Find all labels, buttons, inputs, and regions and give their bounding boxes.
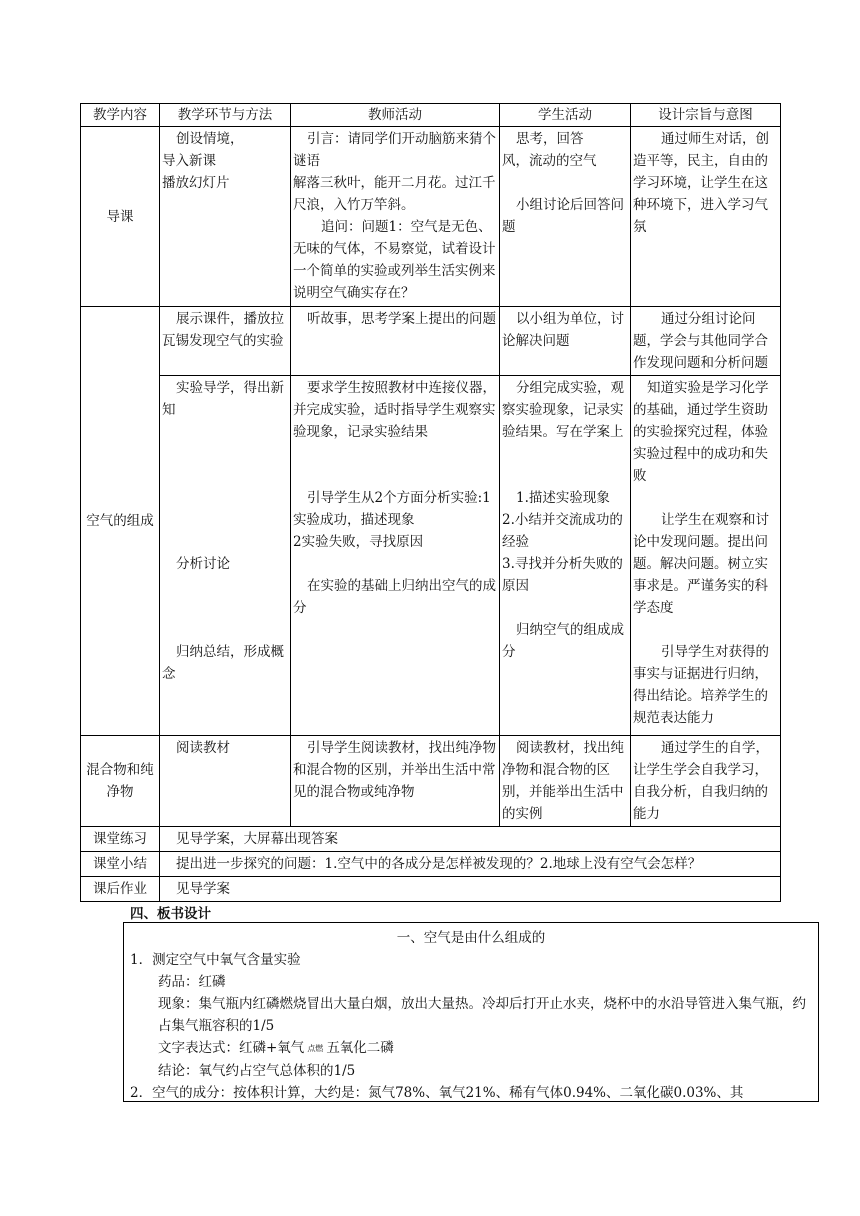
composition-teacher-1: 听故事，思考学案上提出的问题 (291, 307, 500, 376)
board-title: 一、空气是由什么组成的 (396, 930, 546, 946)
composition-teacher-2: 要求学生按照教材中连接仪器，并完成实验，适时指导学生观察实验现象，记录实验结果 引导学生从2个方面分析实验:1实验成功，描述现象 2实验失败，寻找原因 在实验的基础上归纳出空气的成分 (291, 376, 500, 736)
table-header-row (81, 104, 781, 127)
practice-text: 见导学案，大屏幕出现答案 (160, 827, 781, 852)
intro-method-line2: 导入新课 (162, 153, 216, 169)
summary-label: 课堂小结 (81, 852, 160, 877)
homework-label: 课后作业 (81, 877, 160, 902)
board-conclusion: 结论：氧气约占空气总体积的1/5 (158, 1063, 356, 1079)
intro-student-line3: 小组讨论后回答问题 (502, 197, 624, 235)
intro-teacher (291, 127, 500, 307)
intro-teacher-line3: 追问：问题1：空气是无色、无味的气体，不易察觉，试着设计一个简单的实验或列举生活实例来说明空气确实存在？ (293, 219, 496, 301)
board-drug: 药品：红磷 (158, 974, 226, 990)
intro-content: 导课 (81, 127, 160, 307)
intro-teacher-line1: 引言：请同学们开动脑筋来猜个谜语 (293, 131, 496, 169)
header-content: 教学内容 (81, 104, 160, 127)
header-method: 教学环节与方法 (160, 104, 291, 127)
composition-intent-1: 通过分组讨论问题，学会与其他同学合作发现问题和分析问题 (631, 307, 781, 376)
summary-text: 提出进一步探究的问题：1.空气中的各成分是怎样被发现的？2.地球上没有空气会怎样？ (160, 852, 781, 877)
practice-label: 课堂练习 (81, 827, 160, 852)
composition-method-2 (160, 376, 291, 736)
mixture-student: 阅读教材，找出纯净物和混合物的区别，并能举出生活中的实例 (500, 736, 631, 827)
table-row-summary (81, 852, 781, 877)
intro-intent (631, 127, 781, 307)
mixture-method: 阅读教材 (160, 736, 291, 827)
composition-student-2: 分组完成实验，观察实验现象，记录实验结果。写在学案上 1.描述实验现象 2.小结并交流成功的经验 3.寻找并分析失败的原因 归纳空气的组成成分 (500, 376, 631, 736)
board-design-box (123, 922, 819, 1102)
section-title-board-design: 四、板书设计 (130, 906, 211, 922)
intro-intent-text: 通过师生对话，创造平等，民主，自由的学习环境，让学生在这种环境下，进入学习气氛 (633, 131, 769, 235)
table-row-intro (81, 127, 781, 307)
intro-student (500, 127, 631, 307)
method-discussion: 分析讨论 (176, 556, 230, 572)
composition-method-1: 展示课件，播放拉瓦锡发现空气的实验 (160, 307, 291, 376)
intro-student-line2: 风，流动的空气 (502, 153, 597, 169)
table-row-composition-2 (81, 376, 781, 736)
expression-condition: 点燃 (307, 1044, 324, 1053)
expression-label: 文字表达式：红磷+氧气 (158, 1040, 305, 1056)
intro-method (160, 127, 291, 307)
board-item-1: 1．测定空气中氧气含量实验 (130, 952, 301, 968)
expression-product: 五氧化二磷 (326, 1040, 394, 1056)
header-intent: 设计宗旨与意图 (631, 104, 781, 127)
header-student: 学生活动 (500, 104, 631, 127)
table-row-homework (81, 877, 781, 902)
mixture-teacher: 引导学生阅读教材，找出纯净物和混合物的区别，并举出生活中常见的混合物或纯净物 (291, 736, 500, 827)
method-experiment: 实验导学，得出新知 (162, 380, 284, 418)
header-teacher: 教师活动 (291, 104, 500, 127)
board-expression (130, 1037, 812, 1060)
mixture-content: 混合物和纯净物 (81, 736, 160, 827)
composition-student-1: 以小组为单位，讨论解决问题 (500, 307, 631, 376)
table-row-practice (81, 827, 781, 852)
intro-teacher-line2: 解落三秋叶，能开二月花。过江千尺浪，入竹万竿斜。 (293, 175, 496, 213)
homework-text: 见导学案 (160, 877, 781, 902)
mixture-intent: 通过学生的自学，让学生学会自我学习，自我分析，自我归纳的能力 (631, 736, 781, 827)
board-item-2: 2．空气的成分：按体积计算，大约是：氮气78%、氧气21%、稀有气体0.94%、二氧化碳0.03%、其 (130, 1085, 744, 1101)
lesson-plan-table (80, 103, 781, 902)
composition-content: 空气的组成 (81, 307, 160, 736)
board-phenomenon: 现象：集气瓶内红磷燃烧冒出大量白烟，放出大量热。冷却后打开止水夹，烧杯中的水沿导管进入集气瓶，约占集气瓶容积的1/5 (158, 996, 806, 1034)
intro-method-line1: 创设情境， (176, 131, 244, 147)
method-summary: 归纳总结，形成概念 (162, 644, 284, 682)
table-row-mixture (81, 736, 781, 827)
intro-student-line1: 思考，回答 (516, 131, 584, 147)
intro-method-line3: 播放幻灯片 (162, 175, 230, 191)
composition-intent-2: 知道实验是学习化学的基础，通过学生资助的实验探究过程，体验实验过程中的成功和失败 让学生在观察和讨论中发现问题。提出问题。解决问题。树立实事求是。严谨务实的科学态度 引导学生对获得的事实与证据进行归纳，得出结论。培养学生的规范表达能力 (631, 376, 781, 736)
table-row-composition-1 (81, 307, 781, 376)
